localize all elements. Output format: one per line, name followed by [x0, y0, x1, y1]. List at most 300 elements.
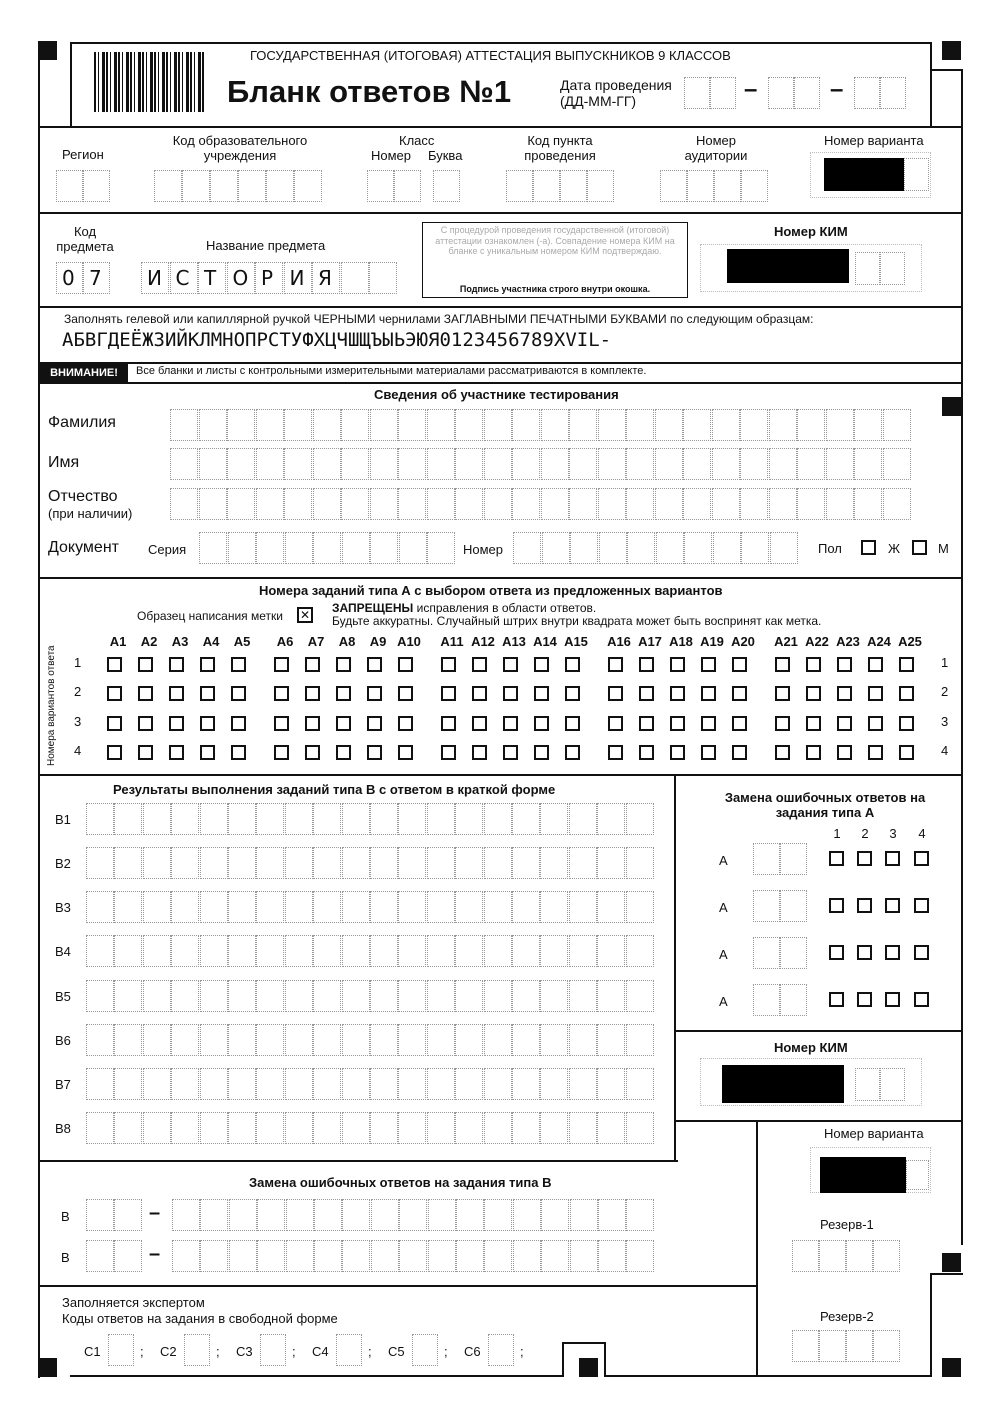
surname-cell[interactable]: [398, 409, 426, 441]
replace-b-answer-cell[interactable]: [570, 1199, 598, 1231]
subject-name-cell[interactable]: [369, 262, 397, 294]
b-answer-cell[interactable]: [228, 935, 256, 967]
surname-cell[interactable]: [740, 409, 768, 441]
surname-cell[interactable]: [313, 409, 341, 441]
surname-cell[interactable]: [826, 409, 854, 441]
answer-checkbox[interactable]: [398, 716, 413, 731]
surname-cell[interactable]: [199, 409, 227, 441]
b-answer-cell[interactable]: [626, 980, 654, 1012]
answer-checkbox[interactable]: [701, 745, 716, 760]
replace-a-checkbox[interactable]: [885, 945, 900, 960]
replace-b-answer-cell[interactable]: [342, 1240, 370, 1272]
answer-checkbox[interactable]: [398, 657, 413, 672]
b-answer-cell[interactable]: [342, 803, 370, 835]
replace-a-checkbox[interactable]: [914, 992, 929, 1007]
surname-cell[interactable]: [512, 409, 540, 441]
b-answer-cell[interactable]: [455, 1112, 483, 1144]
document-number-cell[interactable]: [713, 532, 741, 564]
b-answer-cell[interactable]: [171, 891, 199, 923]
expert-code-cell[interactable]: [336, 1334, 362, 1366]
answer-checkbox[interactable]: [670, 657, 685, 672]
school-cell-2[interactable]: [182, 170, 210, 202]
b-answer-cell[interactable]: [540, 847, 568, 879]
b-answer-cell[interactable]: [626, 1112, 654, 1144]
room-cell-3[interactable]: [714, 170, 741, 202]
replace-a-checkbox[interactable]: [829, 898, 844, 913]
surname-cell[interactable]: [541, 409, 569, 441]
name-cell[interactable]: [569, 448, 597, 480]
answer-checkbox[interactable]: [565, 657, 580, 672]
b-answer-cell[interactable]: [114, 1112, 142, 1144]
b-answer-cell[interactable]: [256, 1024, 284, 1056]
b-answer-cell[interactable]: [484, 847, 512, 879]
answer-checkbox[interactable]: [639, 657, 654, 672]
b-answer-cell[interactable]: [626, 803, 654, 835]
b-answer-cell[interactable]: [342, 1112, 370, 1144]
answer-checkbox[interactable]: [608, 657, 623, 672]
answer-checkbox[interactable]: [107, 745, 122, 760]
date-day-2[interactable]: [710, 77, 736, 109]
b-answer-cell[interactable]: [427, 891, 455, 923]
b-answer-cell[interactable]: [86, 1112, 114, 1144]
b-answer-cell[interactable]: [512, 935, 540, 967]
b-answer-cell[interactable]: [398, 935, 426, 967]
name-cell[interactable]: [199, 448, 227, 480]
answer-checkbox[interactable]: [336, 716, 351, 731]
b-answer-cell[interactable]: [228, 980, 256, 1012]
patronymic-cell[interactable]: [512, 488, 540, 520]
b-answer-cell[interactable]: [256, 1112, 284, 1144]
b-answer-cell[interactable]: [569, 935, 597, 967]
b-answer-cell[interactable]: [342, 980, 370, 1012]
name-cell[interactable]: [170, 448, 198, 480]
answer-checkbox[interactable]: [107, 657, 122, 672]
b-answer-cell[interactable]: [540, 803, 568, 835]
b-answer-cell[interactable]: [427, 803, 455, 835]
b-answer-cell[interactable]: [455, 1068, 483, 1100]
name-cell[interactable]: [797, 448, 825, 480]
answer-checkbox[interactable]: [775, 686, 790, 701]
replace-b-answer-cell[interactable]: [286, 1240, 314, 1272]
patronymic-cell[interactable]: [826, 488, 854, 520]
name-cell[interactable]: [313, 448, 341, 480]
reserve2-cell[interactable]: [819, 1330, 846, 1362]
document-series-cell[interactable]: [285, 532, 313, 564]
answer-checkbox[interactable]: [670, 686, 685, 701]
region-cell-2[interactable]: [83, 170, 110, 202]
b-answer-cell[interactable]: [143, 935, 171, 967]
b-answer-cell[interactable]: [256, 847, 284, 879]
surname-cell[interactable]: [341, 409, 369, 441]
b-answer-cell[interactable]: [342, 1024, 370, 1056]
b-answer-cell[interactable]: [285, 1024, 313, 1056]
document-number-cell[interactable]: [599, 532, 627, 564]
b-answer-cell[interactable]: [484, 935, 512, 967]
b-answer-cell[interactable]: [455, 935, 483, 967]
kim-cell-a[interactable]: [855, 252, 880, 285]
replace-a-checkbox[interactable]: [857, 945, 872, 960]
b-answer-cell[interactable]: [540, 891, 568, 923]
name-cell[interactable]: [769, 448, 797, 480]
answer-checkbox[interactable]: [806, 657, 821, 672]
answer-checkbox[interactable]: [169, 716, 184, 731]
answer-checkbox[interactable]: [169, 745, 184, 760]
b-answer-cell[interactable]: [256, 935, 284, 967]
room-cell-1[interactable]: [660, 170, 687, 202]
answer-checkbox[interactable]: [441, 657, 456, 672]
kim2-cell-b[interactable]: [880, 1068, 905, 1101]
patronymic-cell[interactable]: [712, 488, 740, 520]
patronymic-cell[interactable]: [655, 488, 683, 520]
b-answer-cell[interactable]: [597, 1068, 625, 1100]
surname-cell[interactable]: [883, 409, 911, 441]
answer-checkbox[interactable]: [701, 686, 716, 701]
b-answer-cell[interactable]: [342, 891, 370, 923]
patronymic-cell[interactable]: [284, 488, 312, 520]
answer-checkbox[interactable]: [231, 745, 246, 760]
document-series-cell[interactable]: [313, 532, 341, 564]
replace-b-answer-cell[interactable]: [513, 1199, 541, 1231]
answer-checkbox[interactable]: [398, 745, 413, 760]
surname-cell[interactable]: [455, 409, 483, 441]
name-cell[interactable]: [455, 448, 483, 480]
b-answer-cell[interactable]: [200, 980, 228, 1012]
patronymic-cell[interactable]: [455, 488, 483, 520]
b-answer-cell[interactable]: [114, 891, 142, 923]
document-number-cell[interactable]: [770, 532, 798, 564]
b-answer-cell[interactable]: [370, 891, 398, 923]
patronymic-cell[interactable]: [626, 488, 654, 520]
b-answer-cell[interactable]: [484, 980, 512, 1012]
b-answer-cell[interactable]: [86, 803, 114, 835]
class-letter-cell[interactable]: [433, 170, 460, 202]
b-answer-cell[interactable]: [342, 935, 370, 967]
answer-checkbox[interactable]: [305, 716, 320, 731]
sex-female-checkbox[interactable]: [861, 540, 876, 555]
b-answer-cell[interactable]: [512, 1112, 540, 1144]
answer-checkbox[interactable]: [806, 745, 821, 760]
name-cell[interactable]: [427, 448, 455, 480]
patronymic-cell[interactable]: [199, 488, 227, 520]
answer-checkbox[interactable]: [775, 745, 790, 760]
answer-checkbox[interactable]: [503, 686, 518, 701]
room-cell-4[interactable]: [741, 170, 768, 202]
replace-b-task-cell[interactable]: [114, 1199, 142, 1231]
surname-cell[interactable]: [683, 409, 711, 441]
expert-code-cell[interactable]: [108, 1334, 134, 1366]
b-answer-cell[interactable]: [200, 847, 228, 879]
answer-checkbox[interactable]: [200, 686, 215, 701]
b-answer-cell[interactable]: [484, 1112, 512, 1144]
replace-b-answer-cell[interactable]: [570, 1240, 598, 1272]
name-cell[interactable]: [284, 448, 312, 480]
b-answer-cell[interactable]: [427, 1024, 455, 1056]
b-answer-cell[interactable]: [285, 1068, 313, 1100]
answer-checkbox[interactable]: [231, 686, 246, 701]
b-answer-cell[interactable]: [626, 891, 654, 923]
answer-checkbox[interactable]: [472, 745, 487, 760]
b-answer-cell[interactable]: [171, 1024, 199, 1056]
surname-cell[interactable]: [854, 409, 882, 441]
answer-checkbox[interactable]: [608, 716, 623, 731]
answer-checkbox[interactable]: [336, 686, 351, 701]
school-cell-6[interactable]: [294, 170, 322, 202]
answer-checkbox[interactable]: [534, 657, 549, 672]
b-answer-cell[interactable]: [143, 1112, 171, 1144]
b-answer-cell[interactable]: [597, 803, 625, 835]
replace-a-task-cell[interactable]: [780, 843, 807, 875]
answer-checkbox[interactable]: [336, 745, 351, 760]
school-cell-3[interactable]: [210, 170, 238, 202]
b-answer-cell[interactable]: [313, 1112, 341, 1144]
b-answer-cell[interactable]: [512, 980, 540, 1012]
reserve1-cell[interactable]: [819, 1240, 846, 1272]
b-answer-cell[interactable]: [626, 935, 654, 967]
answer-checkbox[interactable]: [367, 716, 382, 731]
b-answer-cell[interactable]: [200, 1068, 228, 1100]
answer-checkbox[interactable]: [169, 657, 184, 672]
name-cell[interactable]: [740, 448, 768, 480]
b-answer-cell[interactable]: [143, 1068, 171, 1100]
replace-b-answer-cell[interactable]: [541, 1199, 569, 1231]
replace-b-answer-cell[interactable]: [172, 1240, 200, 1272]
answer-checkbox[interactable]: [138, 657, 153, 672]
b-answer-cell[interactable]: [86, 1024, 114, 1056]
patronymic-cell[interactable]: [227, 488, 255, 520]
patronymic-cell[interactable]: [370, 488, 398, 520]
replace-b-answer-cell[interactable]: [456, 1199, 484, 1231]
answer-checkbox[interactable]: [305, 686, 320, 701]
answer-checkbox[interactable]: [565, 716, 580, 731]
replace-b-answer-cell[interactable]: [200, 1240, 228, 1272]
variant2-cell-last[interactable]: [906, 1160, 929, 1190]
document-series-cell[interactable]: [399, 532, 427, 564]
surname-cell[interactable]: [797, 409, 825, 441]
patronymic-cell[interactable]: [427, 488, 455, 520]
replace-b-answer-cell[interactable]: [626, 1199, 654, 1231]
document-number-cell[interactable]: [570, 532, 598, 564]
answer-checkbox[interactable]: [534, 745, 549, 760]
b-answer-cell[interactable]: [143, 1024, 171, 1056]
replace-b-answer-cell[interactable]: [484, 1240, 512, 1272]
surname-cell[interactable]: [427, 409, 455, 441]
answer-checkbox[interactable]: [441, 686, 456, 701]
document-number-cell[interactable]: [627, 532, 655, 564]
date-month-2[interactable]: [794, 77, 820, 109]
subject-name-cell[interactable]: [341, 262, 369, 294]
replace-b-answer-cell[interactable]: [342, 1199, 370, 1231]
replace-b-answer-cell[interactable]: [257, 1199, 285, 1231]
b-answer-cell[interactable]: [540, 1068, 568, 1100]
patronymic-cell[interactable]: [313, 488, 341, 520]
answer-checkbox[interactable]: [608, 745, 623, 760]
school-cell-4[interactable]: [238, 170, 266, 202]
date-month-1[interactable]: [768, 77, 794, 109]
answer-checkbox[interactable]: [608, 686, 623, 701]
replace-b-task-cell[interactable]: [86, 1199, 114, 1231]
b-answer-cell[interactable]: [228, 1068, 256, 1100]
document-number-cell[interactable]: [513, 532, 541, 564]
replace-b-answer-cell[interactable]: [428, 1199, 456, 1231]
reserve1-cell[interactable]: [792, 1240, 819, 1272]
answer-checkbox[interactable]: [639, 745, 654, 760]
name-cell[interactable]: [883, 448, 911, 480]
answer-checkbox[interactable]: [701, 657, 716, 672]
surname-cell[interactable]: [769, 409, 797, 441]
replace-b-answer-cell[interactable]: [484, 1199, 512, 1231]
surname-cell[interactable]: [712, 409, 740, 441]
b-answer-cell[interactable]: [597, 980, 625, 1012]
patronymic-cell[interactable]: [541, 488, 569, 520]
answer-checkbox[interactable]: [138, 745, 153, 760]
b-answer-cell[interactable]: [398, 1112, 426, 1144]
b-answer-cell[interactable]: [143, 847, 171, 879]
answer-checkbox[interactable]: [639, 716, 654, 731]
expert-code-cell[interactable]: [184, 1334, 210, 1366]
replace-a-task-cell[interactable]: [780, 984, 807, 1016]
name-cell[interactable]: [370, 448, 398, 480]
b-answer-cell[interactable]: [313, 1068, 341, 1100]
answer-checkbox[interactable]: [806, 716, 821, 731]
replace-b-answer-cell[interactable]: [428, 1240, 456, 1272]
answer-checkbox[interactable]: [472, 657, 487, 672]
b-answer-cell[interactable]: [285, 935, 313, 967]
name-cell[interactable]: [341, 448, 369, 480]
replace-a-task-cell[interactable]: [753, 843, 780, 875]
document-series-cell[interactable]: [342, 532, 370, 564]
replace-b-answer-cell[interactable]: [314, 1240, 342, 1272]
b-answer-cell[interactable]: [569, 847, 597, 879]
surname-cell[interactable]: [598, 409, 626, 441]
surname-cell[interactable]: [626, 409, 654, 441]
school-cell-1[interactable]: [154, 170, 182, 202]
surname-cell[interactable]: [256, 409, 284, 441]
answer-checkbox[interactable]: [503, 745, 518, 760]
b-answer-cell[interactable]: [171, 935, 199, 967]
b-answer-cell[interactable]: [370, 1068, 398, 1100]
answer-checkbox[interactable]: [472, 716, 487, 731]
name-cell[interactable]: [655, 448, 683, 480]
replace-b-answer-cell[interactable]: [257, 1240, 285, 1272]
b-answer-cell[interactable]: [370, 847, 398, 879]
patronymic-cell[interactable]: [683, 488, 711, 520]
b-answer-cell[interactable]: [200, 1024, 228, 1056]
b-answer-cell[interactable]: [455, 891, 483, 923]
date-day-1[interactable]: [684, 77, 710, 109]
answer-checkbox[interactable]: [670, 745, 685, 760]
b-answer-cell[interactable]: [398, 980, 426, 1012]
replace-a-checkbox[interactable]: [914, 898, 929, 913]
b-answer-cell[interactable]: [342, 847, 370, 879]
answer-checkbox[interactable]: [868, 745, 883, 760]
patronymic-cell[interactable]: [398, 488, 426, 520]
replace-b-answer-cell[interactable]: [399, 1199, 427, 1231]
surname-cell[interactable]: [370, 409, 398, 441]
b-answer-cell[interactable]: [398, 803, 426, 835]
patronymic-cell[interactable]: [341, 488, 369, 520]
point-cell-1[interactable]: [506, 170, 533, 202]
b-answer-cell[interactable]: [143, 891, 171, 923]
b-answer-cell[interactable]: [512, 1024, 540, 1056]
patronymic-cell[interactable]: [170, 488, 198, 520]
document-number-cell[interactable]: [656, 532, 684, 564]
b-answer-cell[interactable]: [86, 847, 114, 879]
patronymic-cell[interactable]: [484, 488, 512, 520]
answer-checkbox[interactable]: [336, 657, 351, 672]
b-answer-cell[interactable]: [256, 803, 284, 835]
reserve2-cell[interactable]: [792, 1330, 819, 1362]
b-answer-cell[interactable]: [455, 803, 483, 835]
b-answer-cell[interactable]: [143, 803, 171, 835]
answer-checkbox[interactable]: [231, 716, 246, 731]
b-answer-cell[interactable]: [228, 847, 256, 879]
replace-a-checkbox[interactable]: [885, 992, 900, 1007]
answer-checkbox[interactable]: [472, 686, 487, 701]
name-cell[interactable]: [826, 448, 854, 480]
reserve1-cell[interactable]: [846, 1240, 873, 1272]
reserve2-cell[interactable]: [873, 1330, 900, 1362]
kim-cell-b[interactable]: [880, 252, 905, 285]
answer-checkbox[interactable]: [868, 657, 883, 672]
answer-checkbox[interactable]: [200, 657, 215, 672]
b-answer-cell[interactable]: [427, 980, 455, 1012]
b-answer-cell[interactable]: [86, 935, 114, 967]
b-answer-cell[interactable]: [256, 980, 284, 1012]
b-answer-cell[interactable]: [626, 1024, 654, 1056]
b-answer-cell[interactable]: [228, 1112, 256, 1144]
b-answer-cell[interactable]: [569, 1068, 597, 1100]
sex-male-checkbox[interactable]: [912, 540, 927, 555]
point-cell-2[interactable]: [533, 170, 560, 202]
answer-checkbox[interactable]: [775, 657, 790, 672]
surname-cell[interactable]: [484, 409, 512, 441]
b-answer-cell[interactable]: [86, 1068, 114, 1100]
b-answer-cell[interactable]: [228, 1024, 256, 1056]
b-answer-cell[interactable]: [427, 1068, 455, 1100]
replace-a-checkbox[interactable]: [829, 992, 844, 1007]
kim2-cell-a[interactable]: [855, 1068, 880, 1101]
b-answer-cell[interactable]: [427, 935, 455, 967]
document-number-cell[interactable]: [542, 532, 570, 564]
b-answer-cell[interactable]: [398, 847, 426, 879]
expert-code-cell[interactable]: [488, 1334, 514, 1366]
expert-code-cell[interactable]: [260, 1334, 286, 1366]
answer-checkbox[interactable]: [775, 716, 790, 731]
b-answer-cell[interactable]: [484, 803, 512, 835]
b-answer-cell[interactable]: [540, 935, 568, 967]
b-answer-cell[interactable]: [398, 1068, 426, 1100]
answer-checkbox[interactable]: [837, 686, 852, 701]
b-answer-cell[interactable]: [569, 980, 597, 1012]
b-answer-cell[interactable]: [484, 1068, 512, 1100]
b-answer-cell[interactable]: [285, 847, 313, 879]
b-answer-cell[interactable]: [626, 1068, 654, 1100]
b-answer-cell[interactable]: [285, 1112, 313, 1144]
answer-checkbox[interactable]: [565, 745, 580, 760]
b-answer-cell[interactable]: [171, 803, 199, 835]
surname-cell[interactable]: [284, 409, 312, 441]
answer-checkbox[interactable]: [639, 686, 654, 701]
document-series-cell[interactable]: [199, 532, 227, 564]
patronymic-cell[interactable]: [740, 488, 768, 520]
b-answer-cell[interactable]: [200, 935, 228, 967]
patronymic-cell[interactable]: [854, 488, 882, 520]
name-cell[interactable]: [512, 448, 540, 480]
b-answer-cell[interactable]: [597, 891, 625, 923]
document-series-cell[interactable]: [370, 532, 398, 564]
b-answer-cell[interactable]: [626, 847, 654, 879]
answer-checkbox[interactable]: [899, 657, 914, 672]
